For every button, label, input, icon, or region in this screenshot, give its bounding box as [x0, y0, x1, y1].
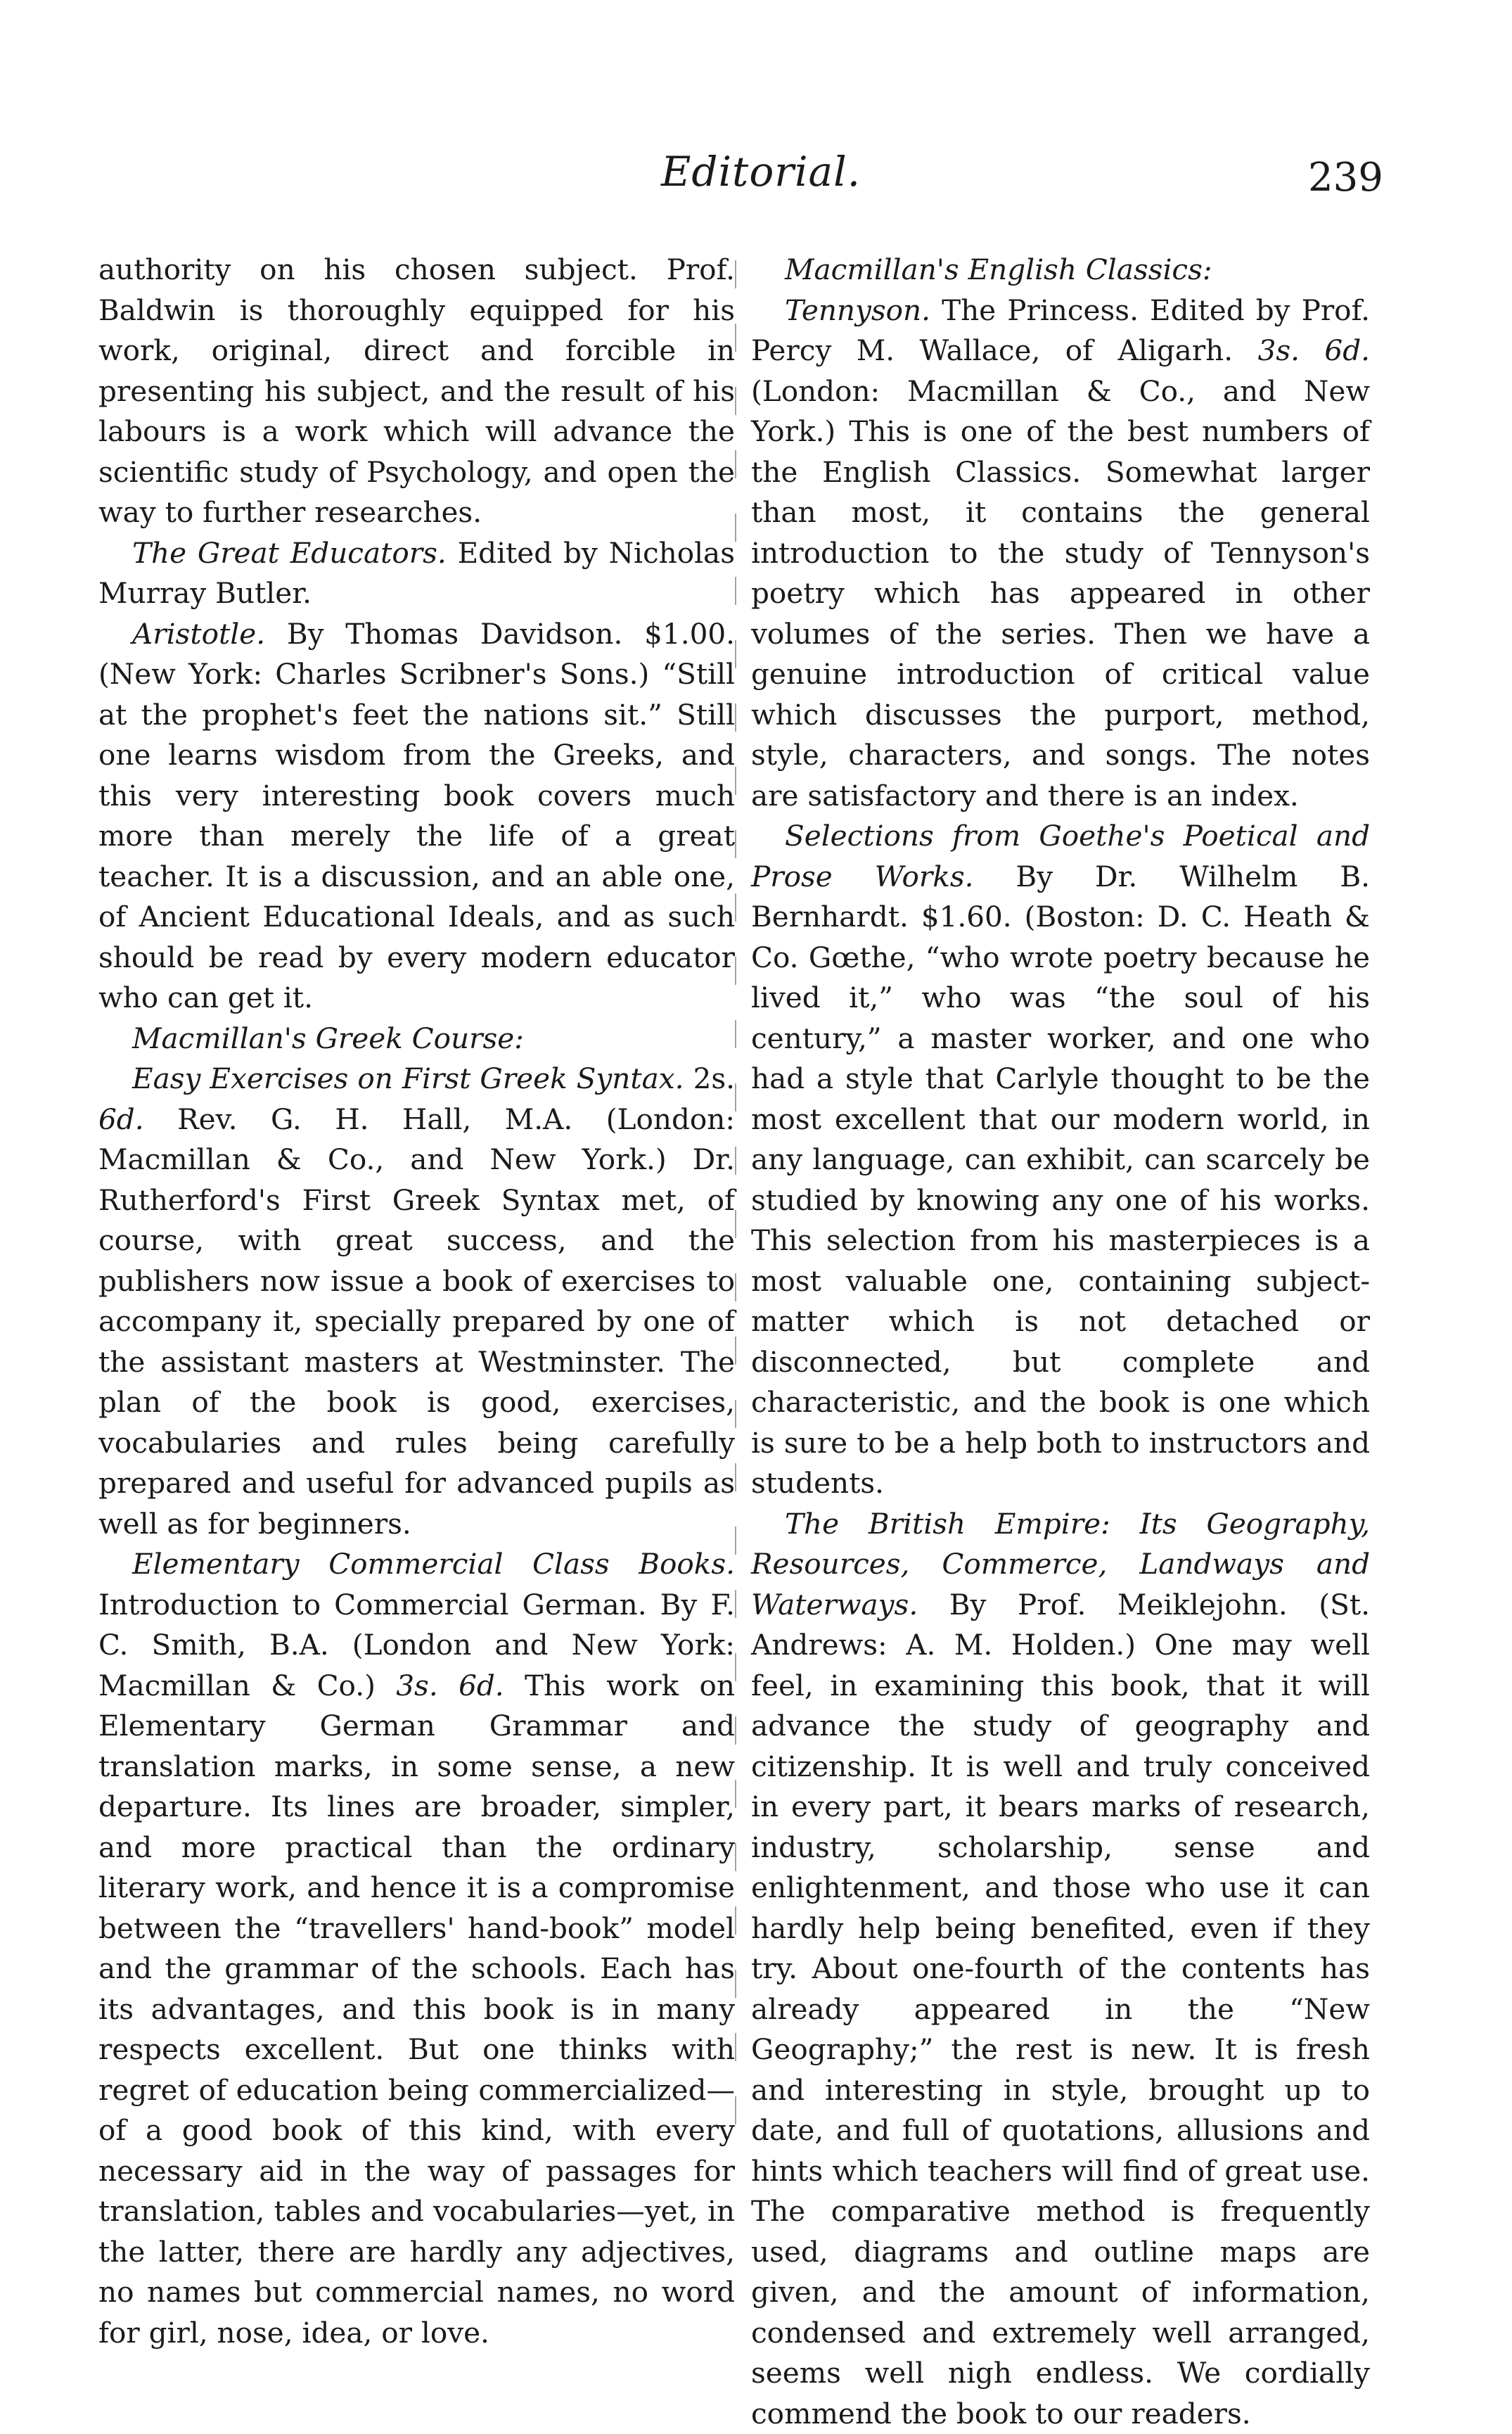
paragraph-continuation: authority on his chosen subject. Prof. Baldwin is thoroughly equipped for his work, original, direct and forcible in presenting his subject, and the result of his labours is a work which will advance the scientific study of Psychology, and open the way to further researches.: [98, 250, 735, 533]
review-text: Introduction to Commercial German. By F. C. Smith, B.A. (London and New York: Macmillan & Co.): [98, 1588, 735, 1702]
book-title: The British Empire: Its Geography, Resources, Commerce, Landways and Waterways.: [751, 1507, 1370, 1621]
review-greek-syntax: [98, 1059, 735, 1544]
book-title: Tennyson.: [785, 293, 930, 327]
review-british-empire: [751, 1504, 1370, 2434]
running-title: Editorial.: [661, 148, 861, 196]
price: 2s.: [684, 1062, 735, 1095]
price: 6d.: [98, 1102, 144, 1136]
review-commercial-german: [98, 1544, 735, 2353]
book-title: Selections from Goethe's Poetical and Prose Works.: [751, 819, 1370, 893]
review-text: By Dr. Wilhelm B. Bernhardt. $1.60. (Boston: D. C. Heath & Co. Gœthe, “who wrote poetry because he lived it,” who was “the soul of his century,” a master worker, and one who had a style that Carlyle thought to be the most excellent that our modern world, in any language, can exhibit, can scarcely be studied by knowing any one of his works. This selection from his masterpieces is a most valuable one, containing subject-matter which is not detached or disconnected, but complete and characteristic, and the book is one which is sure to be a help both to instructors and students.: [751, 860, 1370, 1500]
series-heading: Macmillan's Greek Course:: [98, 1019, 735, 1059]
book-title: The Great Educators.: [132, 536, 447, 570]
price: 3s. 6d.: [1258, 333, 1370, 367]
review-aristotle: [98, 614, 735, 1019]
review-great-educators: [98, 533, 735, 614]
series-heading: Macmillan's English Classics:: [751, 250, 1370, 291]
review-text: Edited by Nicholas Murray Butler.: [98, 536, 735, 611]
review-tennyson: [751, 291, 1370, 817]
column-divider: [735, 260, 736, 2160]
left-column: [98, 250, 735, 2353]
review-text: This work on Elementary German Grammar and translation marks, in some sense, a new departure. Its lines are broader, simpler, and more practical than the ordinary literary work, and hence it is a compromise between the “travellers' hand-book” model and the grammar of the schools. Each has its advantages, and this book is in many respects excellent. But one thinks with regret of education being commercialized—of a good book of this kind, with every necessary aid in the way of passages for translation, tables and vocabularies—yet, in the latter, there are hardly any adjectives, no names but commercial names, no word for girl, nose, idea, or love.: [98, 1669, 735, 2350]
review-goethe: [751, 816, 1370, 1504]
review-text: Rev. G. H. Hall, M.A. (London: Macmillan & Co., and New York.) Dr. Rutherford's First Greek Syntax met, of course, with great success, and the publishers now issue a book of exercises to accompany it, specially prepared by one of the assistant masters at Westminster. The plan of the book is good, exercises, vocabularies and rules being carefully prepared and useful for advanced pupils as well as for beginners.: [98, 1102, 735, 1541]
review-text: The Princess. Edited by Prof. Percy M. Wallace, of Aligarh.: [751, 293, 1370, 368]
review-text: (London: Macmillan & Co., and New York.) This is one of the best numbers of the English Classics. Somewhat larger than most, it contains the general introduction to the study of Tennyson's poetry which has appeared in other volumes of the series. Then we have a genuine introduction of critical value which discusses the purport, method, style, characters, and songs. The notes are satisfactory and there is an index.: [751, 374, 1370, 813]
page-header: [0, 148, 1512, 211]
book-title: Elementary Commercial Class Books.: [132, 1547, 735, 1581]
price: 3s. 6d.: [396, 1669, 504, 1702]
book-title: Aristotle.: [132, 617, 265, 651]
review-text: By Prof. Meiklejohn. (St. Andrews: A. M. Holden.) One may well feel, in examining this book, that it will advance the study of geography and citizenship. It is well and truly conceived in every part, it bears marks of research, industry, scholarship, sense and enlightenment, and those who use it can hardly help being benefited, even if they try. About one-fourth of the contents has already appeared in the “New Geography;” the rest is new. It is fresh and interesting in style, brought up to date, and full of quotations, allusions and hints which teachers will find of great use. The comparative method is frequently used, diagrams and outline maps are given, and the amount of information, condensed and extremely well arranged, seems well nigh endless. We cordially commend the book to our readers.: [751, 1588, 1370, 2430]
book-title: Easy Exercises on First Greek Syntax.: [132, 1062, 684, 1095]
review-text: By Thomas Davidson. $1.00. (New York: Charles Scribner's Sons.) “Still at the prophet's feet the nations sit.” Still one learns wisdom from the Greeks, and this very interesting book covers much more than merely the life of a great teacher. It is a discussion, and an able one, of Ancient Educational Ideals, and as such should be read by every modern educator who can get it.: [98, 617, 735, 1015]
page-number: 239: [1308, 155, 1383, 200]
right-column: [751, 250, 1370, 2434]
